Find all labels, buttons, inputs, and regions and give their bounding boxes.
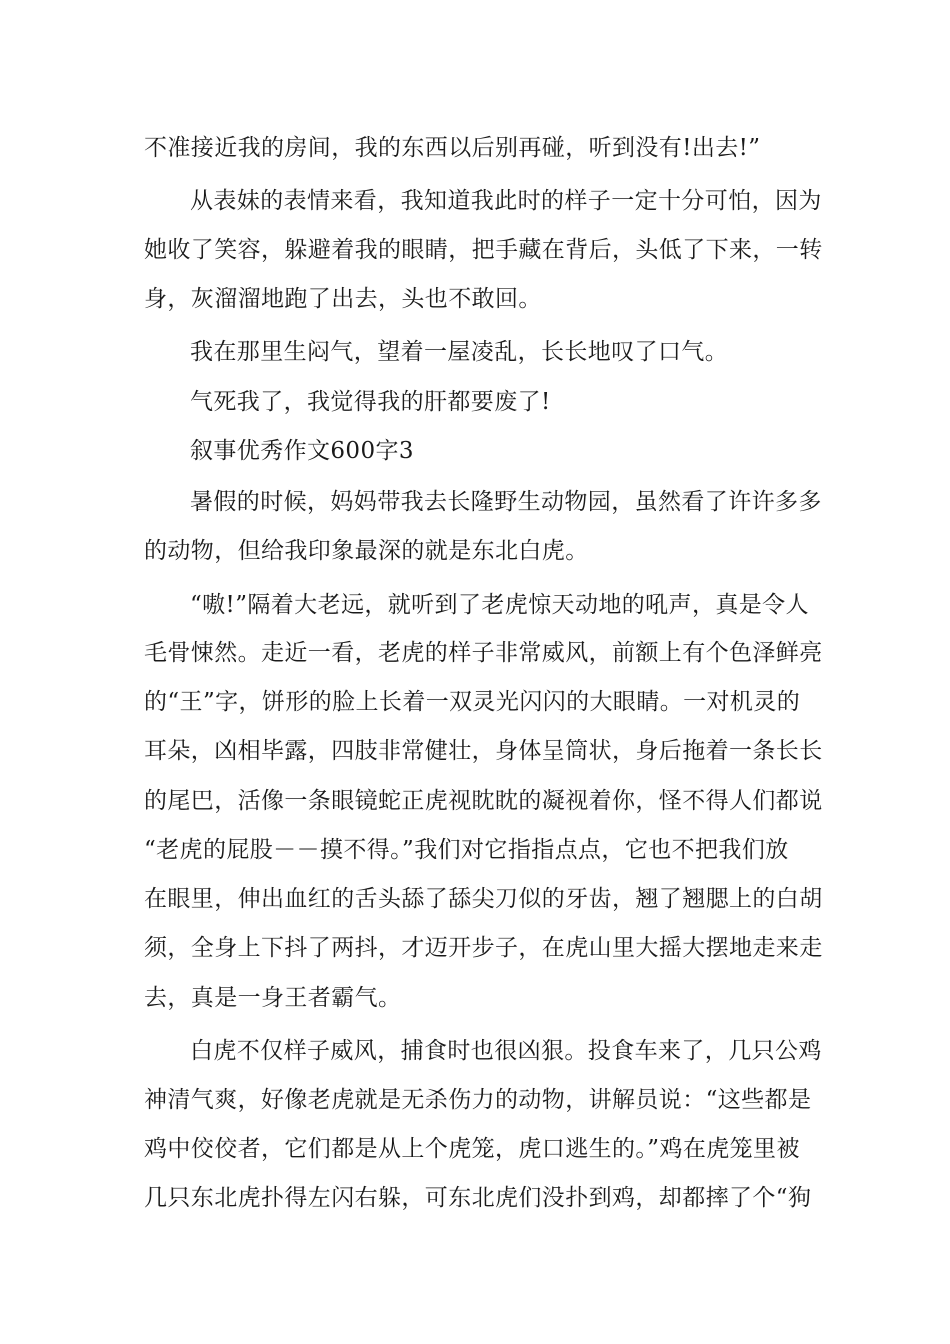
text-line: 从表妹的表情来看，我知道我此时的样子一定十分可怕，因为 xyxy=(190,188,822,214)
text-line: 鸡中佼佼者，它们都是从上个虎笼，虎口逃生的。”鸡在虎笼里被 xyxy=(144,1136,800,1162)
text-line: 毛骨悚然。走近一看，老虎的样子非常威风，前额上有个色泽鲜亮 xyxy=(144,640,823,666)
text-line: 几只东北虎扑得左闪右躲，可东北虎们没扑到鸡，却都摔了个“狗 xyxy=(144,1185,812,1211)
text-line: 我在那里生闷气，望着一屋凌乱，长长地叹了口气。 xyxy=(190,339,729,365)
text-line: “嗷!”隔着大老远，就听到了老虎惊天动地的吼声，真是令人 xyxy=(190,592,809,618)
text-line: 白虎不仅样子威风，捕食时也很凶狠。投食车来了，几只公鸡 xyxy=(190,1038,822,1064)
text-line: 的“王”字，饼形的脸上长着一双灵光闪闪的大眼睛。一对机灵的 xyxy=(144,689,801,715)
text-line: 须，全身上下抖了两抖，才迈开步子，在虎山里大摇大摆地走来走 xyxy=(144,935,823,961)
text-line: 气死我了，我觉得我的肝都要废了! xyxy=(190,389,551,415)
text-line: 神清气爽，好像老虎就是无杀伤力的动物，讲解员说：“这些都是 xyxy=(144,1087,812,1113)
text-line: 不准接近我的房间，我的东西以后别再碰，听到没有!出去!” xyxy=(144,135,761,161)
text-line: 暑假的时候，妈妈带我去长隆野生动物园，虽然看了许许多多 xyxy=(190,489,822,515)
text-line: 的动物，但给我印象最深的就是东北白虎。 xyxy=(144,538,589,564)
text-line: 去，真是一身王者霸气。 xyxy=(144,985,402,1011)
section-heading: 叙事优秀作文600字3 xyxy=(190,438,414,464)
text-line: “老虎的屁股－－摸不得。”我们对它指指点点，它也不把我们放 xyxy=(144,837,789,863)
text-line: 在眼里，伸出血红的舌头舔了舔尖刀似的牙齿，翘了翘腮上的白胡 xyxy=(144,886,823,912)
text-line: 身，灰溜溜地跑了出去，头也不敢回。 xyxy=(144,286,542,312)
text-line: 的尾巴，活像一条眼镜蛇正虎视眈眈的凝视着你，怪不得人们都说 xyxy=(144,788,823,814)
text-line: 她收了笑容，躲避着我的眼睛，把手藏在背后，头低了下来，一转 xyxy=(144,237,823,263)
text-line: 耳朵，凶相毕露，四肢非常健壮，身体呈筒状，身后拖着一条长长 xyxy=(144,738,823,764)
